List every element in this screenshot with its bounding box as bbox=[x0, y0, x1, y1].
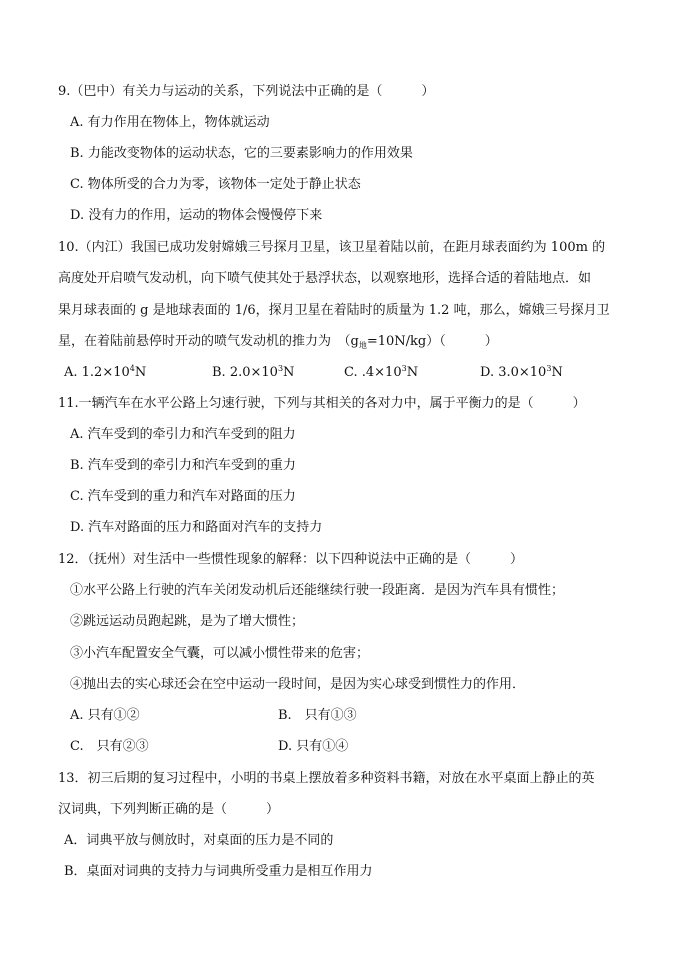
question-10-stem-line-4-text: 星，在着陆前悬停时开动的喷气发动机的推力为 （g bbox=[58, 334, 359, 349]
question-10-option-b bbox=[212, 364, 294, 382]
question-10-option-d-exponent: 3 bbox=[546, 364, 552, 373]
question-12-option-d: D. 只有①④ bbox=[278, 739, 349, 754]
question-9-stem: 9.（巴中）有关力与运动的关系，下列说法中正确的是（ ） bbox=[58, 84, 435, 99]
question-12-option-b: B. 只有①③ bbox=[278, 708, 357, 723]
question-11-option-d: D. 汽车对路面的压力和路面对汽车的支持力 bbox=[70, 520, 323, 535]
question-10-stem-line-4-tail: =10N/kg）（ ） bbox=[366, 334, 498, 349]
question-10-option-c bbox=[344, 364, 418, 382]
question-10-option-a-unit: N bbox=[134, 365, 147, 380]
question-10-option-b-unit: N bbox=[283, 365, 295, 380]
question-10-option-b-exponent: 3 bbox=[277, 364, 284, 373]
question-13-option-b: B．桌面对词典的支持力与词典所受重力是相互作用力 bbox=[64, 864, 373, 879]
question-10-g-subscript: 地 bbox=[358, 341, 367, 350]
question-12-option-a: A. 只有①② bbox=[70, 708, 140, 723]
question-13-stem-line-1: 13．初三后期的复习过程中，小明的书桌上摆放着多种资料书籍，对放在水平桌面上静止的英 bbox=[58, 771, 595, 786]
question-10-option-d-base: D. 3.0×10 bbox=[480, 365, 547, 380]
question-13-option-a: A．词典平放与侧放时，对桌面的压力是不同的 bbox=[64, 833, 334, 848]
question-9-option-a: A. 有力作用在物体上，物体就运动 bbox=[70, 115, 270, 130]
question-12-statement-1: ①水平公路上行驶的汽车关闭发动机后还能继续行驶一段距离．是因为汽车具有惯性； bbox=[70, 583, 565, 598]
question-12-option-c: C. 只有②③ bbox=[70, 739, 149, 754]
question-13-stem-line-2: 汉词典，下列判断正确的是（ ） bbox=[58, 802, 280, 817]
question-11-option-c: C. 汽车受到的重力和汽车对路面的压力 bbox=[70, 489, 296, 504]
question-10-option-c-exponent: 3 bbox=[401, 364, 407, 373]
question-10-option-a-exponent: 4 bbox=[129, 364, 135, 373]
question-10-stem-line-1: 10.（内江）我国已成功发射嫦娥三号探月卫星，该卫星着陆以前，在距月球表面约为 100m 的 bbox=[58, 240, 606, 255]
question-11-stem: 11.一辆汽车在水平公路上匀速行驶，下列与其相关的各对力中，属于平衡力的是（ ） bbox=[58, 396, 586, 411]
question-10-option-d-unit: N bbox=[551, 365, 563, 380]
question-12-statement-2: ②跳远运动员跑起跳，是为了增大惯性； bbox=[70, 614, 305, 629]
question-9-option-d: D. 没有力的作用，运动的物体会慢慢停下来 bbox=[70, 208, 323, 223]
question-9-option-b: B. 力能改变物体的运动状态，它的三要素影响力的作用效果 bbox=[70, 146, 413, 161]
question-11-option-b: B. 汽车受到的牵引力和汽车受到的重力 bbox=[70, 458, 296, 473]
question-10-stem-line-3: 果月球表面的 g 是地球表面的 1/6，探月卫星在着陆时的质量为 1.2 吨，那么，嫦娥三号探月卫 bbox=[58, 303, 610, 318]
question-11-option-a: A. 汽车受到的牵引力和汽车受到的阻力 bbox=[70, 427, 296, 442]
question-10-option-a-base: A. 1.2×10 bbox=[64, 365, 130, 380]
question-10-stem-line-4 bbox=[58, 333, 498, 351]
question-10-option-b-base: B. 2.0×10 bbox=[212, 365, 278, 380]
question-10-option-c-unit: N bbox=[406, 365, 419, 380]
question-12-statement-3: ③小汽车配置安全气囊，可以减小惯性带来的危害； bbox=[70, 646, 370, 661]
question-10-option-a bbox=[64, 364, 146, 382]
question-10-option-d bbox=[480, 364, 563, 382]
question-12-stem: 12．（抚州）对生活中一些惯性现象的解释：以下四种说法中正确的是（ ） bbox=[58, 552, 524, 567]
question-10-stem-line-2: 高度处开启喷气发动机，向下喷气使其处于悬浮状态，以观察地形，选择合适的着陆地点．如 bbox=[58, 271, 592, 286]
question-9-option-c: C. 物体所受的合力为零，该物体一定处于静止状态 bbox=[70, 177, 361, 192]
question-10-option-c-base: C. .4×10 bbox=[344, 365, 402, 380]
question-12-statement-4: ④抛出去的实心球还会在空中运动一段时间，是因为实心球受到惯性力的作用． bbox=[70, 677, 526, 692]
